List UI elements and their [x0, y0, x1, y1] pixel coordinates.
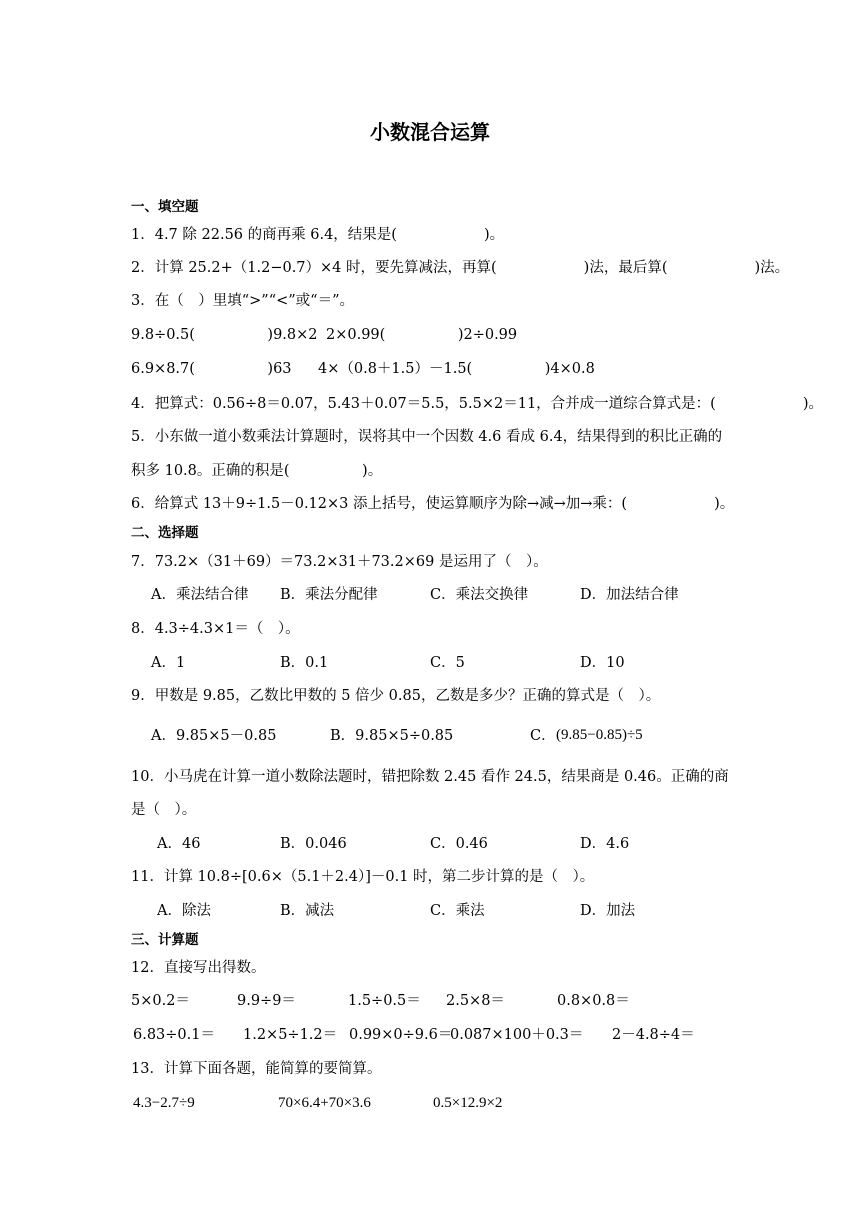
- question-3: 3．在（ ）里填“>”“<”或“＝”。: [131, 293, 355, 309]
- question-12: 12．直接写出得数。: [131, 960, 266, 976]
- q11-option-d: D．加法: [580, 903, 636, 919]
- question-1: 1．4.7 除 22.56 的商再乘 6.4，结果是( )。: [131, 227, 505, 243]
- question-2: 2．计算 25.2+（1.2−0.7）×4 时，要先算减法，再算( )法，最后算( )法。: [131, 260, 790, 276]
- q9-option-c-label: C．: [530, 728, 556, 744]
- q9-option-c-formula: (9.85−0.85)÷5: [556, 727, 643, 743]
- q8-option-a: A．1: [151, 655, 186, 671]
- q10-option-b: B．0.046: [280, 836, 347, 852]
- simplify-item: 4.3−2.7÷9: [133, 1095, 195, 1111]
- mental-calc-item: 0.087×100＋0.3＝: [450, 1027, 584, 1043]
- q11-option-c: C．乘法: [430, 903, 485, 919]
- q7-option-d: D．加法结合律: [580, 587, 679, 603]
- q8-option-c: C．5: [430, 655, 465, 671]
- question-5-line-1: 5．小东做一道小数乘法计算题时，误将其中一个因数 4.6 看成 6.4，结果得到的积比正确的: [131, 429, 723, 445]
- q10-option-d: D．4.6: [580, 836, 630, 852]
- mental-calc-item: 5×0.2＝: [131, 993, 190, 1009]
- question-7: 7．73.2×（31＋69）＝73.2×31＋73.2×69 是运用了（ ）。: [131, 554, 548, 570]
- compare-item-3: 6.9×8.7( )63: [131, 361, 292, 377]
- compare-item-4: 4×（0.8＋1.5）－1.5( )4×0.8: [318, 361, 595, 377]
- q10-option-a: A．46: [157, 836, 201, 852]
- mental-calc-item: 9.9÷9＝: [237, 993, 296, 1009]
- mental-calc-item: 2－4.8÷4＝: [612, 1027, 695, 1043]
- mental-calc-item: 2.5×8＝: [446, 993, 505, 1009]
- q7-option-c: C．乘法交换律: [430, 587, 529, 603]
- section-multiple-choice: 二、选择题: [131, 525, 199, 541]
- section-fill-blank: 一、填空题: [131, 199, 199, 215]
- mental-calc-item: 1.5÷0.5＝: [348, 993, 421, 1009]
- q8-option-b: B．0.1: [280, 655, 329, 671]
- q9-option-b: B．9.85×5÷0.85: [330, 728, 454, 744]
- question-11: 11．计算 10.8÷[0.6×（5.1＋2.4）]－0.1 时，第二步计算的是（ ）。: [131, 869, 595, 885]
- question-4: 4．把算式：0.56÷8＝0.07，5.43＋0.07＝5.5，5.5×2＝11，合并成一道综合算式是：( )。: [131, 396, 823, 412]
- mental-calc-item: 0.99×0÷9.6＝: [349, 1027, 453, 1043]
- mental-calc-item: 1.2×5÷1.2＝: [243, 1027, 338, 1043]
- q11-option-b: B．减法: [280, 903, 335, 919]
- q8-option-d: D．10: [580, 655, 625, 671]
- question-5-line-2: 积多 10.8。正确的积是( )。: [131, 463, 383, 479]
- q7-option-b: B．乘法分配律: [280, 587, 378, 603]
- question-8: 8．4.3÷4.3×1＝（ ）。: [131, 621, 300, 637]
- q11-option-a: A．除法: [157, 903, 211, 919]
- question-10-line-1: 10．小马虎在计算一道小数除法题时，错把除数 2.45 看作 24.5，结果商是 0.46。正确的商: [131, 769, 729, 785]
- page-title: 小数混合运算: [370, 120, 490, 144]
- mental-calc-item: 0.8×0.8＝: [557, 993, 630, 1009]
- section-calculation: 三、计算题: [131, 932, 199, 948]
- question-10-line-2: 是（ ）。: [131, 802, 197, 818]
- compare-item-1: 9.8÷0.5( )9.8×2: [131, 327, 318, 343]
- q10-option-c: C．0.46: [430, 836, 488, 852]
- simplify-item: 70×6.4+70×3.6: [278, 1095, 371, 1111]
- q9-option-a: A．9.85×5－0.85: [151, 728, 277, 744]
- simplify-item: 0.5×12.9×2: [433, 1095, 503, 1111]
- question-13: 13．计算下面各题，能简算的要简算。: [131, 1061, 382, 1077]
- mental-calc-item: 6.83÷0.1＝: [133, 1027, 215, 1043]
- question-6: 6．给算式 13＋9÷1.5－0.12×3 添上括号，使运算顺序为除→减→加→乘：( )。: [131, 496, 735, 512]
- compare-item-2: 2×0.99( )2÷0.99: [326, 327, 518, 343]
- q7-option-a: A．乘法结合律: [151, 587, 249, 603]
- question-9: 9．甲数是 9.85，乙数比甲数的 5 倍少 0.85，乙数是多少？正确的算式是（ ）。: [131, 688, 661, 704]
